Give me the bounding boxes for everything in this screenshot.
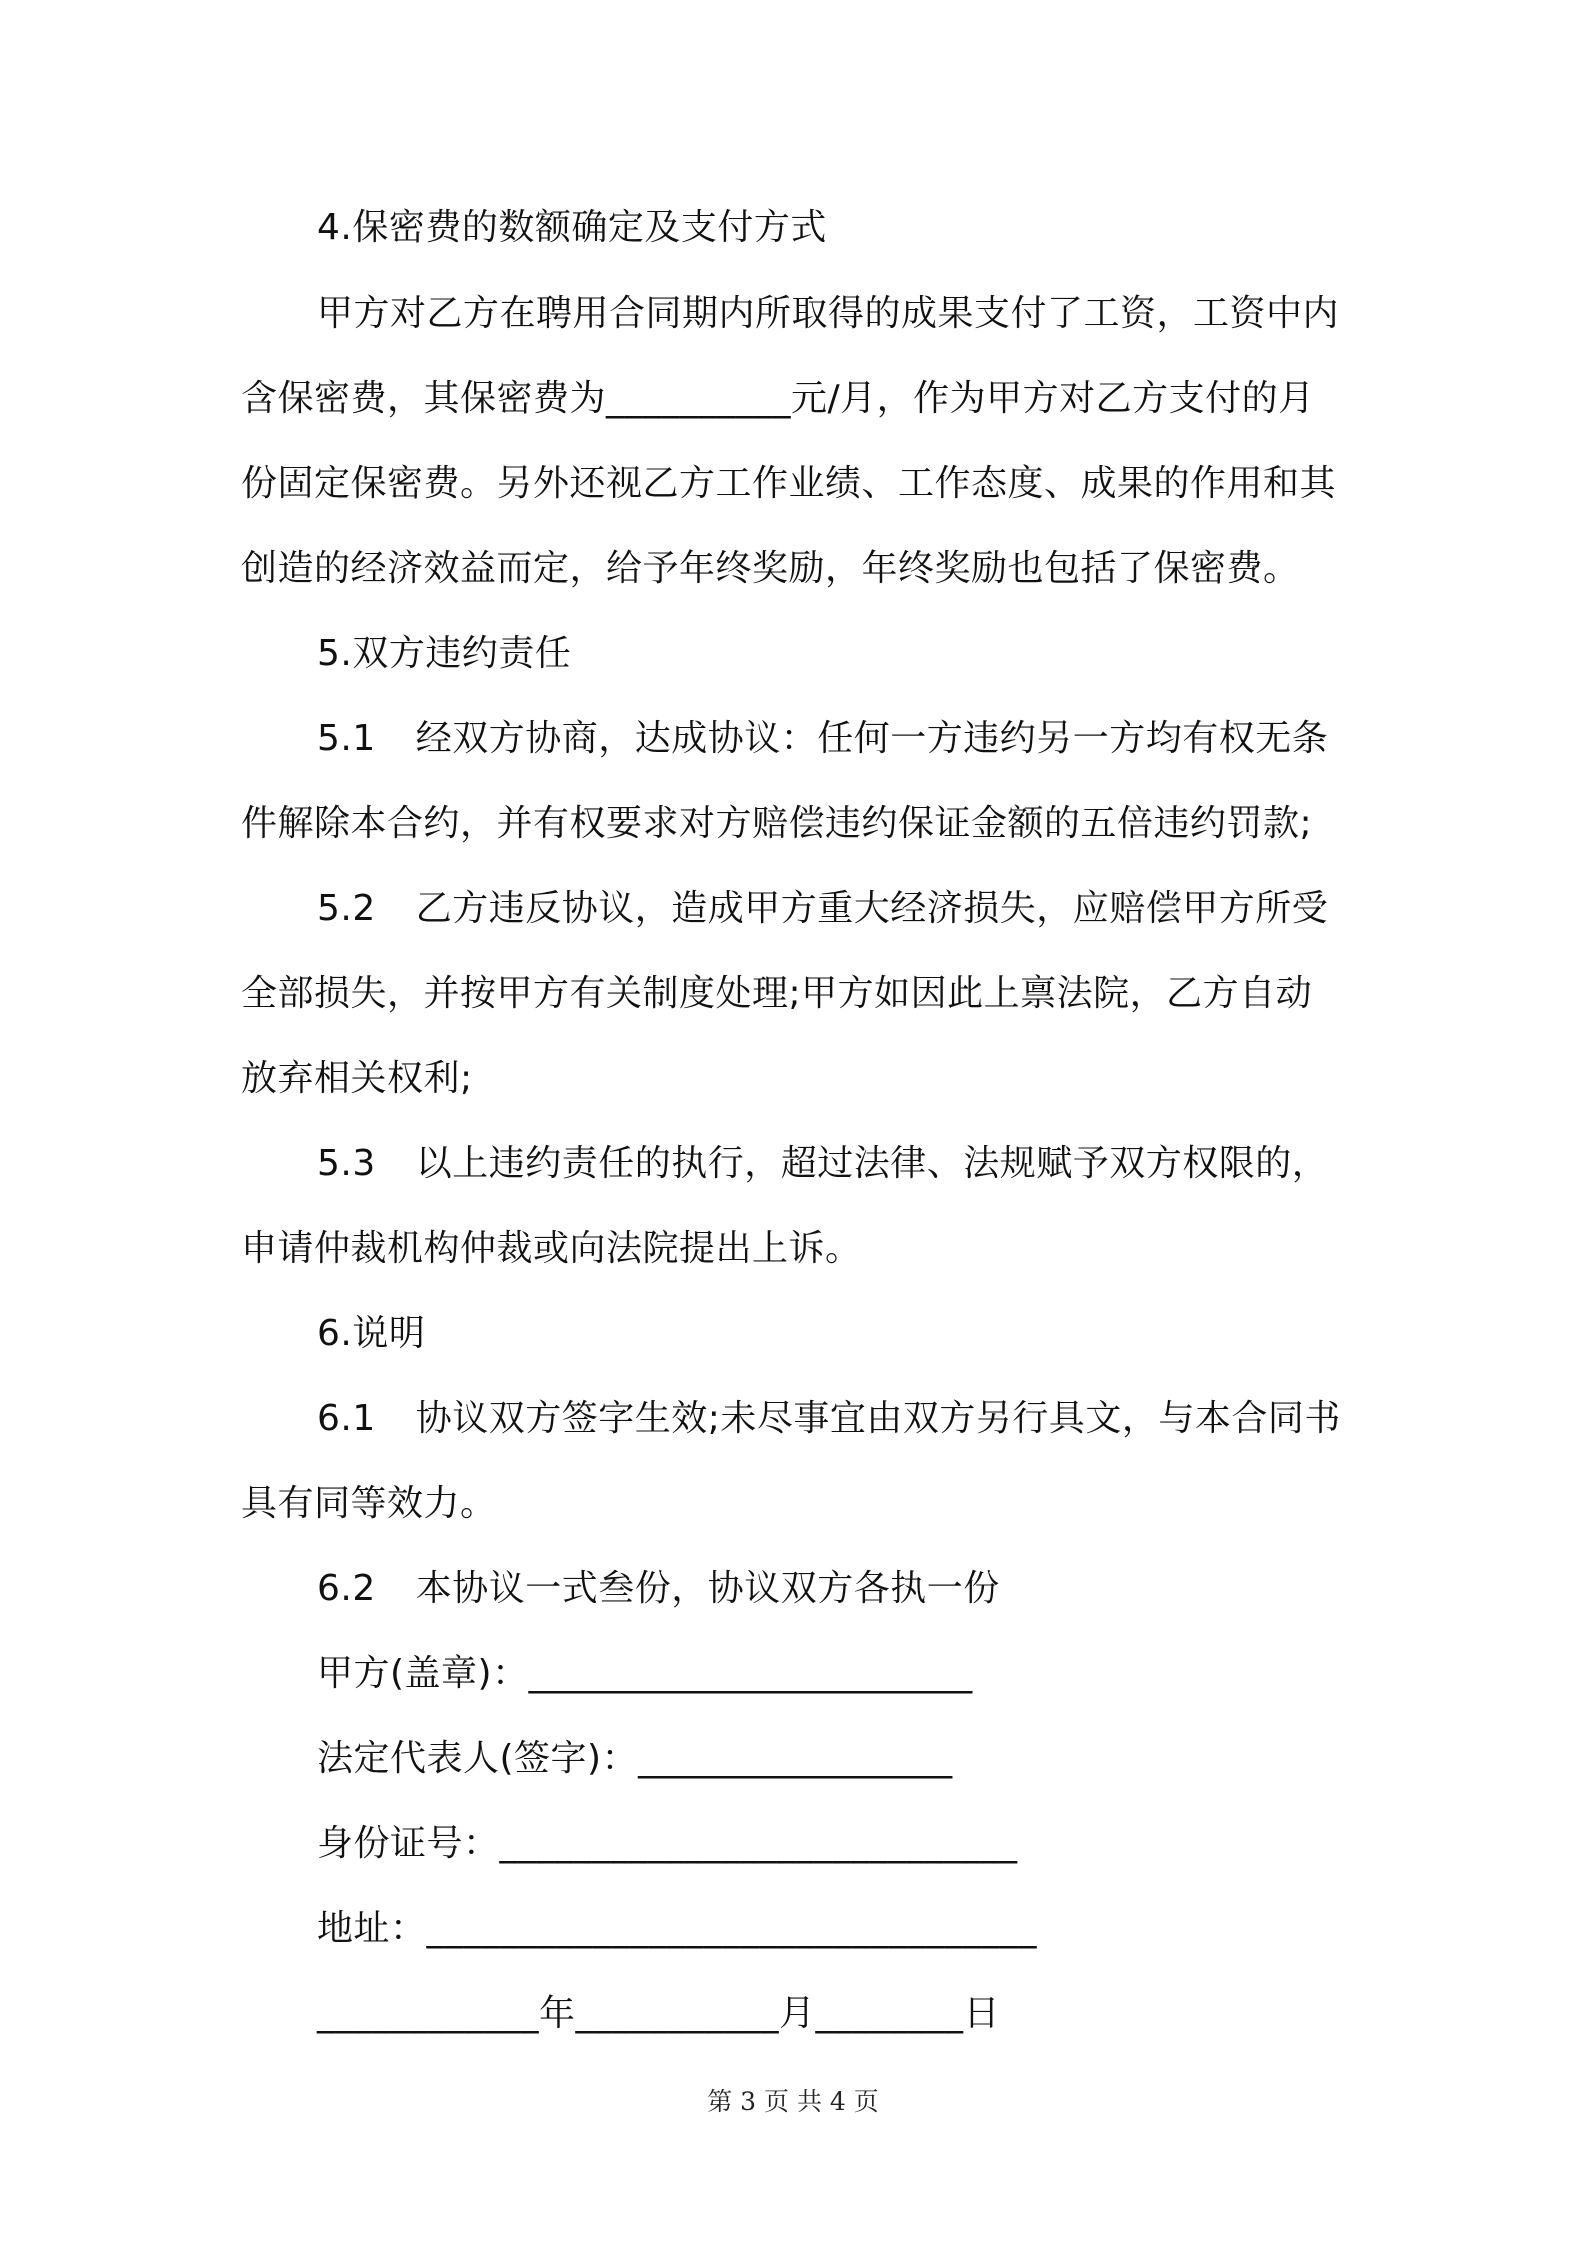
clause-number: 6.1 [317,1398,376,1439]
date-field: ____________年___________月________日 [317,1993,1000,2034]
page-number-footer: 第 3 页 共 4 页 [707,2087,879,2116]
clause-6-1-line: 具有同等效力。 [241,1483,497,1524]
clause-number: 5.2 [317,888,376,929]
clause-text: 经双方协商，达成协议：任何一方违约另一方均有权无条 [415,718,1329,759]
legal-representative-signature-field: 法定代表人(签字)：_________________ [317,1738,953,1779]
section-4-paragraph-line: 创造的经济效益而定，给予年终奖励，年终奖励也包括了保密费。 [241,548,1300,589]
clause-5-3 [317,1138,1437,1190]
clause-number: 6.2 [317,1568,376,1609]
section-4-paragraph-line: 甲方对乙方在聘用合同期内所取得的成果支付了工资，工资中内 [317,293,1340,334]
clause-6-2 [317,1563,1437,1615]
section-4-paragraph-line: 份固定保密费。另外还视乙方工作业绩、工作态度、成果的作用和其 [241,463,1337,504]
clause-text: 本协议一式叁份，协议双方各执一份 [415,1568,1000,1609]
clause-number: 5.1 [317,718,376,759]
section-6-heading: 6.说明 [317,1313,426,1354]
clause-5-1 [317,713,1437,765]
clause-text: 协议双方签字生效;未尽事宜由双方另行具文，与本合同书 [415,1398,1341,1439]
id-number-field: 身份证号：____________________________ [317,1823,1018,1864]
section-4-heading: 4.保密费的数额确定及支付方式 [317,207,827,248]
clause-5-2-line: 全部损失，并按甲方有关制度处理;甲方如因此上禀法院，乙方自动 [241,973,1313,1014]
clause-5-2 [317,883,1437,935]
party-a-seal-field: 甲方(盖章)：________________________ [317,1653,973,1694]
section-5-heading: 5.双方违约责任 [317,633,572,674]
clause-number: 5.3 [317,1143,376,1184]
clause-6-1 [317,1393,1437,1445]
clause-5-1-line: 件解除本合约，并有权要求对方赔偿违约保证金额的五倍违约罚款; [241,803,1313,844]
clause-5-3-line: 申请仲裁机构仲裁或向法院提出上诉。 [241,1228,862,1269]
clause-text: 乙方违反协议，造成甲方重大经济损失，应赔偿甲方所受 [415,888,1329,929]
section-4-paragraph-line: 含保密费，其保密费为__________元/月，作为甲方对乙方支付的月 [241,378,1315,419]
clause-5-2-line: 放弃相关权利; [241,1058,473,1099]
address-field: 地址：_________________________________ [317,1908,1038,1949]
clause-text: 以上违约责任的执行，超过法律、法规赋予双方权限的， [415,1143,1329,1184]
